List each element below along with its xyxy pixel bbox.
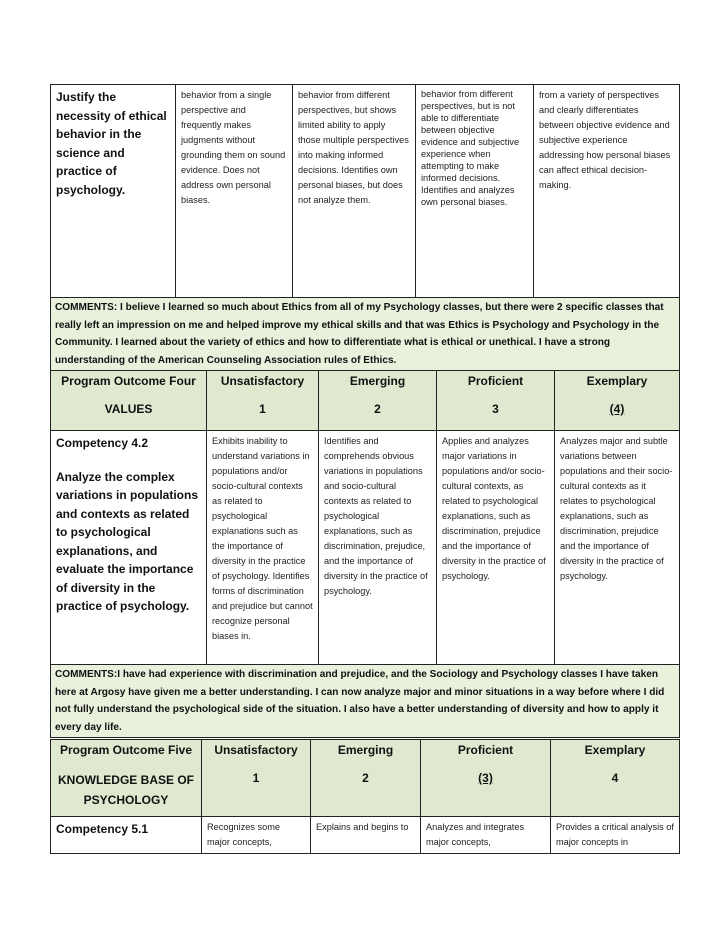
level-number: 4 xyxy=(611,771,619,785)
outcome-subtitle: KNOWLEDGE BASE OF PSYCHOLOGY xyxy=(57,773,194,807)
rubric-table-outcome-five xyxy=(50,739,680,854)
cell-proficient: behavior from different perspectives, but is not able to differentiate between objective evidence and subjective experience when attempting to make informed decisions. Identifies and analyzes own personal biases. xyxy=(416,85,534,298)
level-number-selected: (4) xyxy=(609,402,625,416)
level-emerging xyxy=(311,740,421,817)
level-unsatisfactory xyxy=(202,740,311,817)
cell-exemplary: Analyzes major and subtle variations between populations and their socio-cultural contexts as it relates to psychological explanations, such as discrimination, prejudice and the importance of diversity in the practice of psychology. xyxy=(555,431,680,665)
outcome-four-title xyxy=(51,371,207,431)
outcome-title: Program Outcome Five xyxy=(59,743,193,757)
table-row xyxy=(51,85,680,298)
rubric-table-outcome-four xyxy=(50,370,680,738)
level-proficient xyxy=(421,740,551,817)
cell-emerging: Explains and begins to xyxy=(311,817,421,854)
competency-5-1: Competency 5.1 xyxy=(51,817,202,854)
level-label: Exemplary xyxy=(586,374,648,388)
outcome-five-title xyxy=(51,740,202,817)
cell-exemplary: from a variety of perspectives and clearly differentiates between objective evidence and subjective experience addressing how personal biases can affect ethical decision-making. xyxy=(534,85,680,298)
competency-label: Competency 4.2 xyxy=(56,436,149,450)
competency-4-2 xyxy=(51,431,207,665)
cell-unsatisfactory: Recognizes some major concepts, xyxy=(202,817,311,854)
level-number: 1 xyxy=(259,402,266,416)
level-label: Emerging xyxy=(337,743,394,757)
rubric-table-ethics xyxy=(50,84,680,371)
cell-proficient: Analyzes and integrates major concepts, xyxy=(421,817,551,854)
cell-unsatisfactory: Exhibits inability to understand variations in populations and/or socio-cultural contexts as related to psychological explanations such as the importance of diversity in the practice of psychology. Identifies forms of discrimination and prejudice but cannot recognize personal biases in. xyxy=(207,431,319,665)
competency-criterion: Analyze the complex variations in populations and contexts as related to psychological explanations, and evaluate the importance of diversity in the practice of psychology. xyxy=(56,469,199,613)
outcome-title: Program Outcome Four xyxy=(61,374,196,388)
level-number: 3 xyxy=(492,402,499,416)
level-emerging xyxy=(319,371,437,431)
table-row xyxy=(51,665,680,738)
level-label: Emerging xyxy=(349,374,406,388)
comments-values: COMMENTS:I have had experience with discrimination and prejudice, and the Sociology and Psychology classes I have taken here at Argosy have given me a better understanding. I can now analyze major and minor situations in a way before where I did not fully understand the psychological side of the situation. I also have a better understanding of diversity and how to apply it every day life. xyxy=(51,665,680,738)
level-number: 1 xyxy=(252,771,260,785)
level-number: 2 xyxy=(374,402,381,416)
criterion-ethics: Justify the necessity of ethical behavior in the science and practice of psychology. xyxy=(51,85,176,298)
table-row xyxy=(51,371,680,431)
level-label: Unsatisfactory xyxy=(214,743,298,757)
cell-unsatisfactory: behavior from a single perspective and frequently makes judgments without grounding them on sound evidence. Does not address own personal biases. xyxy=(176,85,293,298)
cell-exemplary: Provides a critical analysis of major concepts in xyxy=(551,817,680,854)
table-row xyxy=(51,298,680,371)
level-proficient xyxy=(437,371,555,431)
cell-proficient: Applies and analyzes major variations in populations and/or socio-cultural contexts, as related to psychological explanations, such as discrimination, prejudice and the importance of diversity in the practice of psychology. xyxy=(437,431,555,665)
level-label: Exemplary xyxy=(584,743,646,757)
level-exemplary xyxy=(555,371,680,431)
level-number: 2 xyxy=(362,771,369,785)
level-label: Unsatisfactory xyxy=(220,374,305,388)
table-row xyxy=(51,740,680,817)
level-number-selected: (3) xyxy=(478,771,493,785)
level-label: Proficient xyxy=(467,374,524,388)
comments-ethics: COMMENTS: I believe I learned so much about Ethics from all of my Psychology classes, but there were 2 specific classes that really left an impression on me and helped improve my ethical skills and that was Ethics is Psychology and Psychology in the Community. I learned about the variety of ethics and how to differentiate what is ethical or unethical. I have a strong understanding of the American Counseling Association rules of Ethics. xyxy=(51,298,680,371)
table-row xyxy=(51,431,680,665)
table-row xyxy=(51,817,680,854)
level-label: Proficient xyxy=(457,743,514,757)
level-unsatisfactory xyxy=(207,371,319,431)
outcome-subtitle: VALUES xyxy=(104,402,153,416)
level-exemplary xyxy=(551,740,680,817)
cell-emerging: behavior from different perspectives, but shows limited ability to apply those multiple perspectives into making informed decisions. Identifies own personal biases, but does not analyze them. xyxy=(293,85,416,298)
cell-emerging: Identifies and comprehends obvious variations in populations and socio-cultural contexts as related to psychological explanations, such as discrimination, prejudice, and the importance of diversity in the practice of psychology. xyxy=(319,431,437,665)
